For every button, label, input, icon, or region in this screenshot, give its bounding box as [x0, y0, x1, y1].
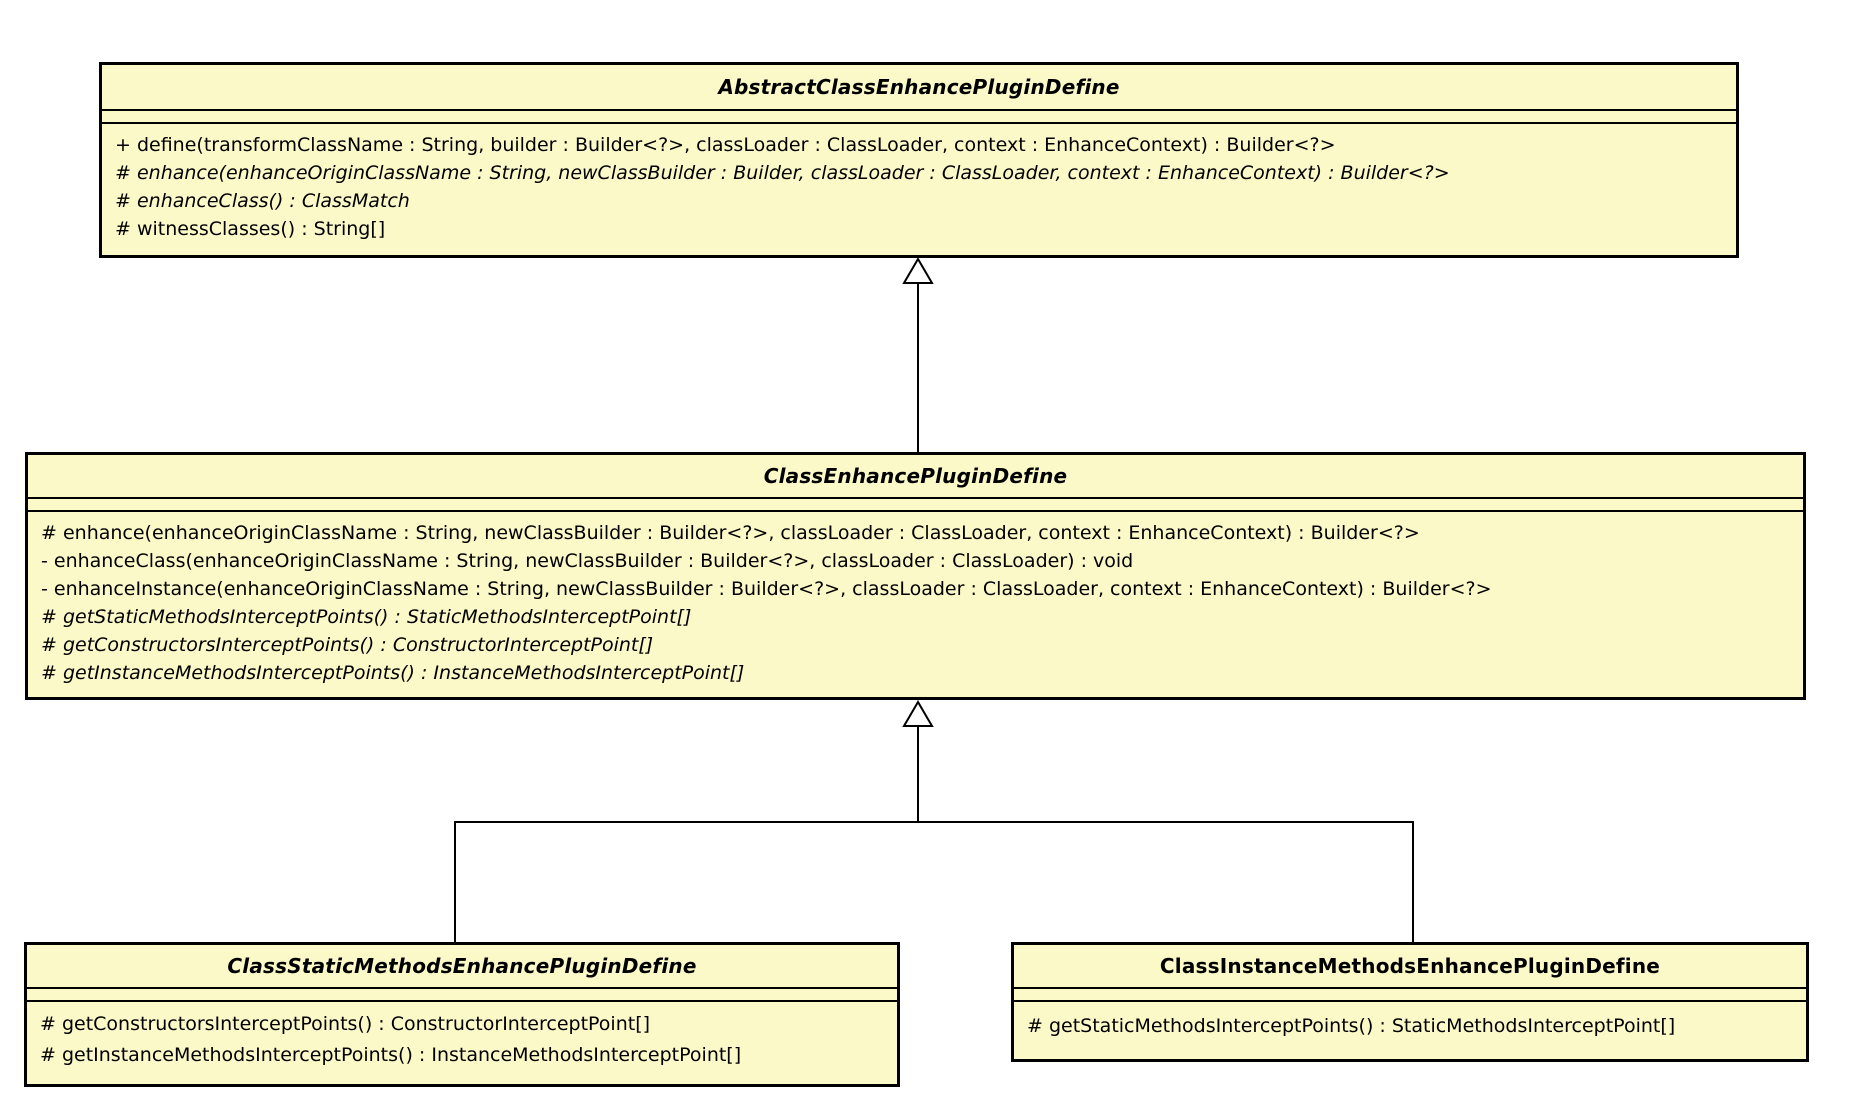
generalization-arrow-middle-to-top [904, 259, 932, 453]
method-signature: # getInstanceMethodsInterceptPoints() : InstanceMethodsInterceptPoint[] [41, 662, 745, 684]
class-title: AbstractClassEnhancePluginDefine [102, 65, 1736, 111]
class-title: ClassStaticMethodsEnhancePluginDefine [27, 945, 897, 989]
method-signature: # enhance(enhanceOriginClassName : String, newClassBuilder : Builder, classLoader : ClassLoader, context : EnhanceContext) : Builder<?> [115, 162, 1450, 184]
method-signature: - enhanceInstance(enhanceOriginClassName : String, newClassBuilder : Builder<?>, classLoader : ClassLoader, context : EnhanceContext) : Builder<?> [41, 578, 1492, 600]
methods-compartment [27, 1002, 897, 1071]
generalization-arrow-bottom-to-middle [455, 702, 1413, 942]
hollow-triangle-icon [904, 259, 932, 283]
method-signature: # getInstanceMethodsInterceptPoints() : InstanceMethodsInterceptPoint[] [40, 1044, 742, 1066]
class-box-class-instance-methods-enhance-plugin-define [1011, 942, 1809, 1062]
attributes-compartment [27, 989, 897, 1002]
method-signature: # witnessClasses() : String[] [115, 218, 386, 240]
class-box-class-enhance-plugin-define [25, 452, 1806, 700]
class-title: ClassInstanceMethodsEnhancePluginDefine [1014, 945, 1806, 989]
attributes-compartment [1014, 989, 1806, 1002]
attributes-compartment [28, 499, 1803, 512]
method-signature: - enhanceClass(enhanceOriginClassName : String, newClassBuilder : Builder<?>, classLoader : ClassLoader) : void [41, 550, 1134, 572]
methods-compartment [1014, 1002, 1806, 1040]
method-signature: # getConstructorsInterceptPoints() : ConstructorInterceptPoint[] [40, 1013, 651, 1035]
attributes-compartment [102, 111, 1736, 124]
class-box-abstract-class-enhance-plugin-define [99, 62, 1739, 258]
method-signature: # getConstructorsInterceptPoints() : ConstructorInterceptPoint[] [41, 634, 654, 656]
methods-compartment [28, 512, 1803, 687]
class-title: ClassEnhancePluginDefine [28, 455, 1803, 499]
method-signature: # enhanceClass() : ClassMatch [115, 190, 410, 212]
method-signature: # getStaticMethodsInterceptPoints() : StaticMethodsInterceptPoint[] [41, 606, 692, 628]
class-box-class-static-methods-enhance-plugin-define [24, 942, 900, 1087]
method-signature: # enhance(enhanceOriginClassName : String, newClassBuilder : Builder<?>, classLoader : ClassLoader, context : EnhanceContext) : Builder<?> [41, 522, 1420, 544]
fork-line [455, 822, 1413, 942]
method-signature: # getStaticMethodsInterceptPoints() : StaticMethodsInterceptPoint[] [1027, 1015, 1676, 1037]
hollow-triangle-icon [904, 702, 932, 726]
methods-compartment [102, 124, 1736, 243]
method-signature: + define(transformClassName : String, builder : Builder<?>, classLoader : ClassLoader, context : EnhanceContext) : Builder<?> [115, 134, 1336, 156]
